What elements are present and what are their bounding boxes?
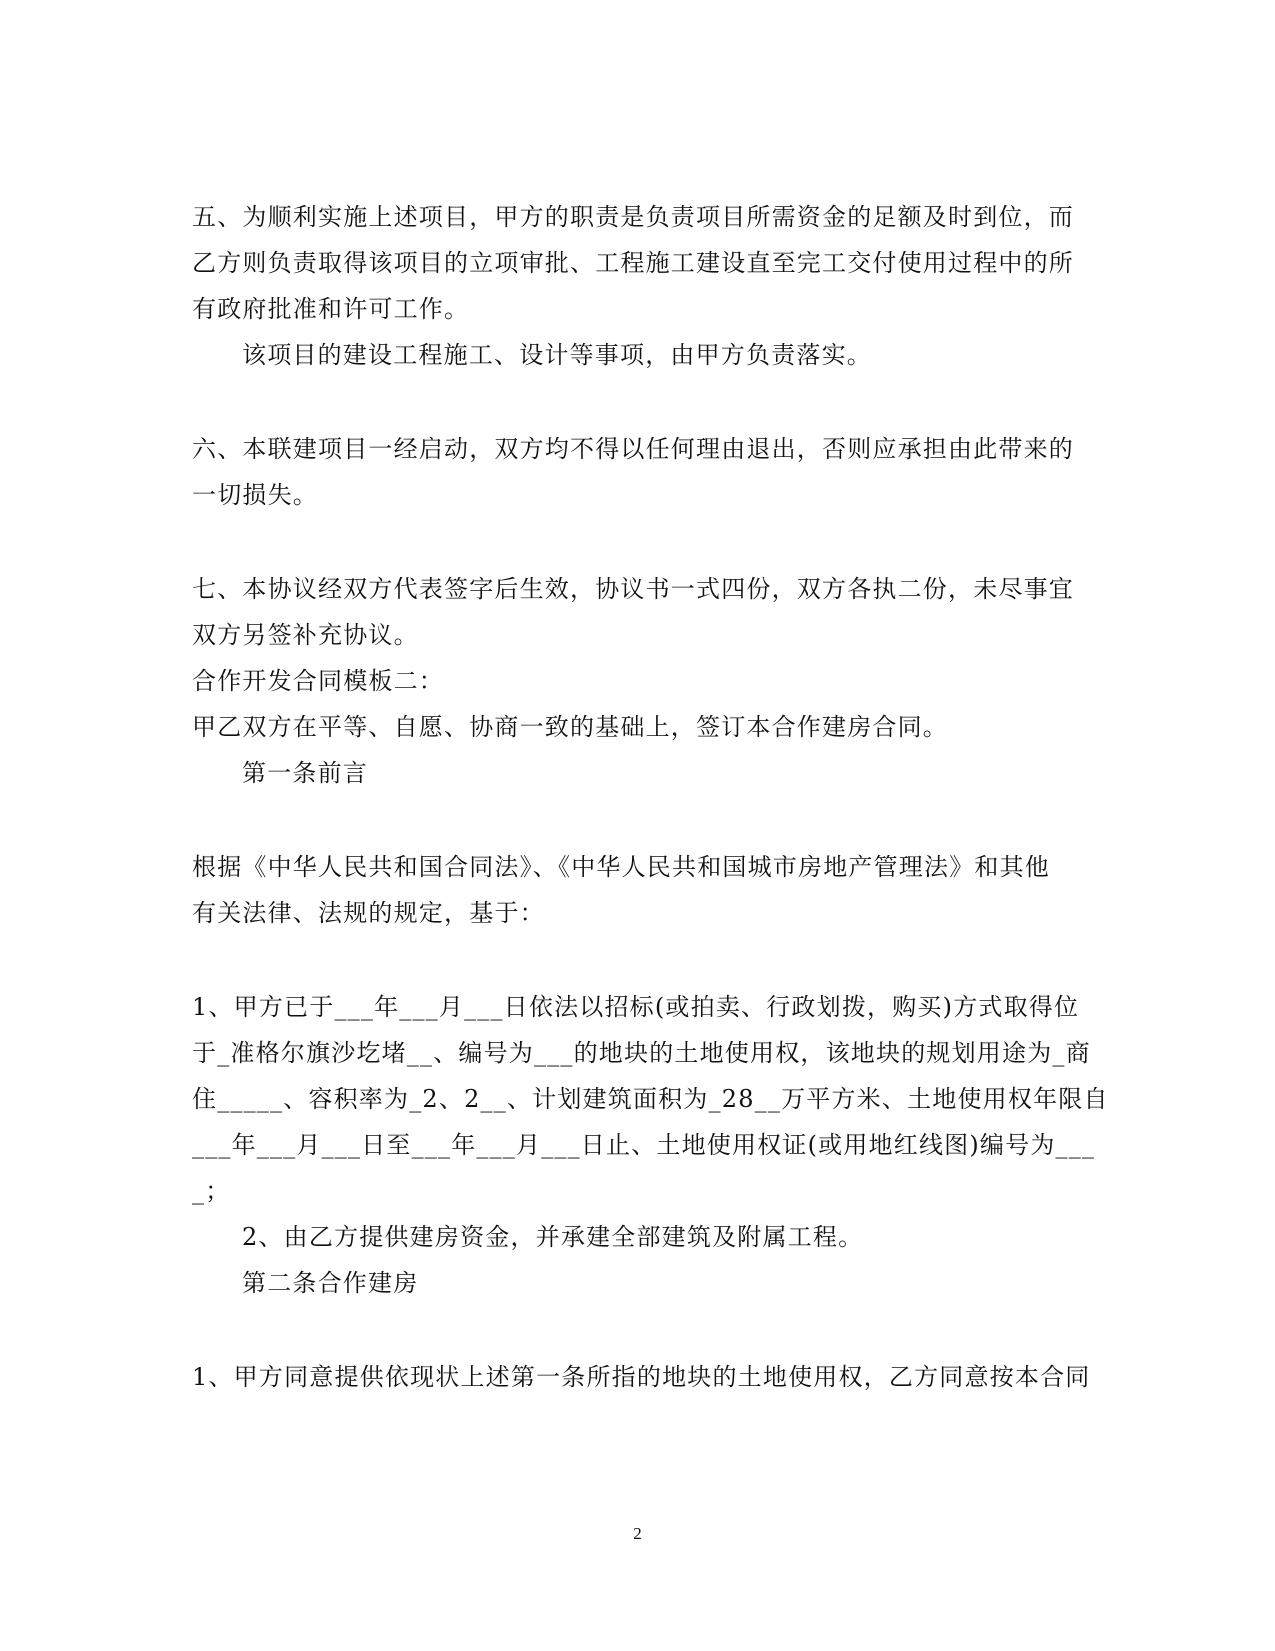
text-line: 六、本联建项目一经启动，双方均不得以任何理由退出，否则应承担由此带来的 [192,435,1074,463]
text-line: 住_____、容积率为_2、2__、计划建筑面积为_28__万平方米、土地使用权年限自 [192,1085,1109,1113]
text-line: ___年___月___日至___年___月___日止、土地使用权证(或用地红线图)编号为___ [192,1131,1096,1159]
text-line: 有政府批准和许可工作。 [192,295,470,323]
text-line: 于_准格尔旗沙圪堵__、编号为___的地块的土地使用权，该地块的规划用途为_商 [192,1039,1091,1067]
text-line: 该项目的建设工程施工、设计等事项，由甲方负责落实。 [242,341,872,369]
text-line: 1、甲方同意提供依现状上述第一条所指的地块的土地使用权，乙方同意按本合同 [192,1363,1091,1391]
text-line: 甲乙双方在平等、自愿、协商一致的基础上，签订本合作建房合同。 [192,713,948,741]
text-line: 根据《中华人民共和国合同法》、《中华人民共和国城市房地产管理法》和其他 [192,853,1050,881]
article-heading: 第二条合作建房 [242,1269,419,1297]
page-number: 2 [633,1524,642,1543]
text-line: _； [192,1177,231,1205]
text-line: 五、为顺利实施上述项目，甲方的职责是负责项目所需资金的足额及时到位，而 [192,203,1074,231]
text-line: 1、甲方已于___年___月___日依法以招标(或拍卖、行政划拨，购买)方式取得位 [192,993,1080,1021]
text-line: 有关法律、法规的规定，基于： [192,899,545,927]
text-line: 七、本协议经双方代表签字后生效，协议书一式四份，双方各执二份，未尽事宜 [192,575,1074,603]
text-line: 双方另签补充协议。 [192,621,419,649]
text-line: 乙方则负责取得该项目的立项审批、工程施工建设直至完工交付使用过程中的所 [192,249,1074,277]
article-heading: 第一条前言 [242,759,368,787]
text-line: 2、由乙方提供建房资金，并承建全部建筑及附属工程。 [242,1223,864,1251]
section-heading: 合作开发合同模板二： [192,667,444,695]
text-line: 一切损失。 [192,481,318,509]
